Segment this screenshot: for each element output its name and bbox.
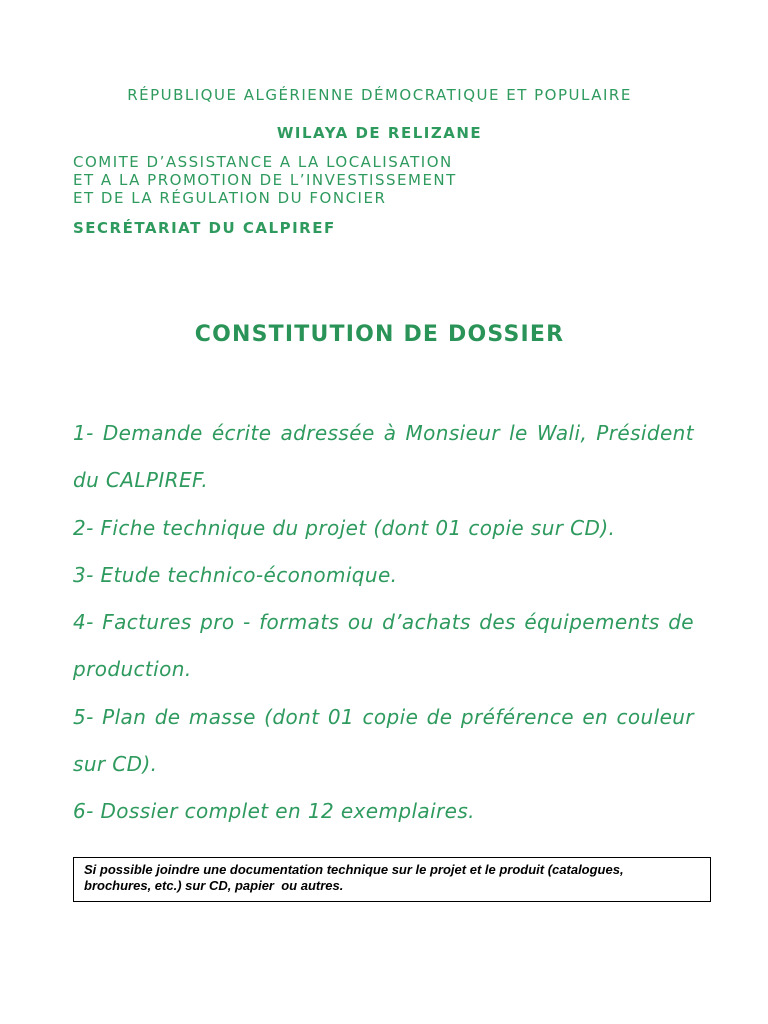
list-item bbox=[73, 788, 694, 835]
secretariat-heading: SECRÉTARIAT DU CALPIREF bbox=[73, 219, 336, 237]
document-title: CONSTITUTION DE DOSSIER bbox=[194, 322, 565, 347]
committee-name bbox=[73, 153, 457, 207]
list-item-line: production. bbox=[73, 657, 192, 682]
list-item bbox=[73, 599, 694, 694]
republic-heading: RÉPUBLIQUE ALGÉRIENNE DÉMOCRATIQUE ET POPULAIRE bbox=[127, 86, 632, 104]
committee-name-line: ET A LA PROMOTION DE L’INVESTISSEMENT bbox=[73, 171, 457, 189]
committee-name-line: COMITE D’ASSISTANCE A LA LOCALISATION bbox=[73, 153, 453, 171]
list-item-line: 6- Dossier complet en 12 exemplaires. bbox=[73, 799, 475, 823]
requirements-list bbox=[73, 410, 694, 835]
committee-name-line: ET DE LA RÉGULATION DU FONCIER bbox=[73, 189, 387, 207]
wilaya-heading: WILAYA DE RELIZANE bbox=[276, 124, 483, 142]
list-item-line: 5- Plan de masse (dont 01 copie de préférence en couleur bbox=[73, 704, 694, 729]
list-item-line: 4- Factures pro - formats ou d’achats des équipements de bbox=[73, 610, 694, 634]
list-item bbox=[73, 505, 694, 552]
list-item-line: sur CD). bbox=[73, 751, 158, 776]
note-line: brochures, etc.) sur CD, papier ou autres. bbox=[84, 878, 344, 893]
list-item-line: 3- Etude technico-économique. bbox=[73, 562, 398, 587]
note-line: Si possible joindre une documentation technique sur le projet et le produit (catalogues, bbox=[84, 862, 624, 877]
note-box bbox=[73, 857, 711, 902]
list-item-line: 1- Demande écrite adressée à Monsieur le Wali, Président bbox=[73, 421, 694, 445]
list-item bbox=[73, 552, 694, 599]
list-item-line: 2- Fiche technique du projet (dont 01 copie sur CD). bbox=[73, 515, 616, 540]
list-item bbox=[73, 410, 694, 505]
list-item-line: du CALPIREF. bbox=[73, 468, 209, 493]
list-item bbox=[73, 694, 694, 789]
